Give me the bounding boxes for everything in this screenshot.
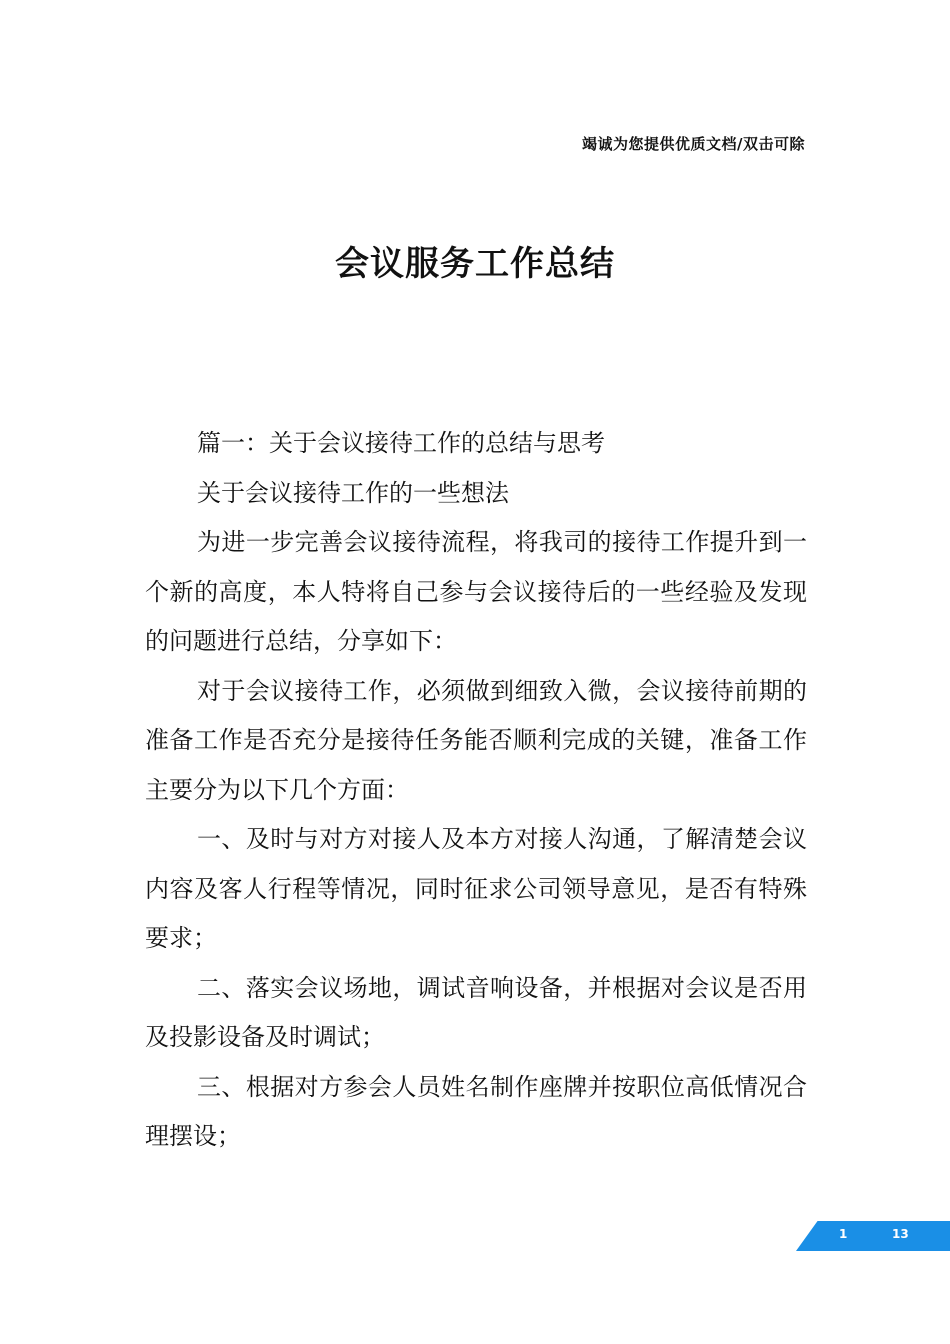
page-indicator-tab — [796, 1221, 950, 1251]
paragraph-section-heading: 篇一：关于会议接待工作的总结与思考 — [197, 429, 605, 457]
document-title: 会议服务工作总结 — [335, 244, 615, 284]
paragraph-list-item: 二、落实会议场地，调试音响设备，并根据对会议是否用及投影设备及时调试； — [145, 973, 807, 1051]
paragraph-list-item: 一、及时与对方对接人及本方对接人沟通，了解清楚会议内容及客人行程等情况，同时征求公司领导意见，是否有特殊要求； — [145, 825, 807, 952]
paragraph-subheading: 关于会议接待工作的一些想法 — [197, 478, 509, 507]
paragraph: 对于会议接待工作，必须做到细致入微，会议接待前期的准备工作是否充分是接待任务能否顺利完成的关键，准备工作主要分为以下几个方面： — [145, 676, 807, 804]
paragraph-list-item: 三、根据对方参会人员姓名制作座牌并按职位高低情况合理摆设； — [145, 1072, 807, 1150]
paragraph: 为进一步完善会议接待流程，将我司的接待工作提升到一个新的高度，本人特将自己参与会议接待后的一些经验及发现的问题进行总结，分享如下： — [145, 528, 807, 655]
document-body — [145, 419, 807, 1162]
current-page-number: 1 — [839, 1227, 848, 1241]
header-note: 竭诚为您提供优质文档/双击可除 — [582, 135, 805, 153]
total-pages-number: 13 — [892, 1227, 909, 1241]
